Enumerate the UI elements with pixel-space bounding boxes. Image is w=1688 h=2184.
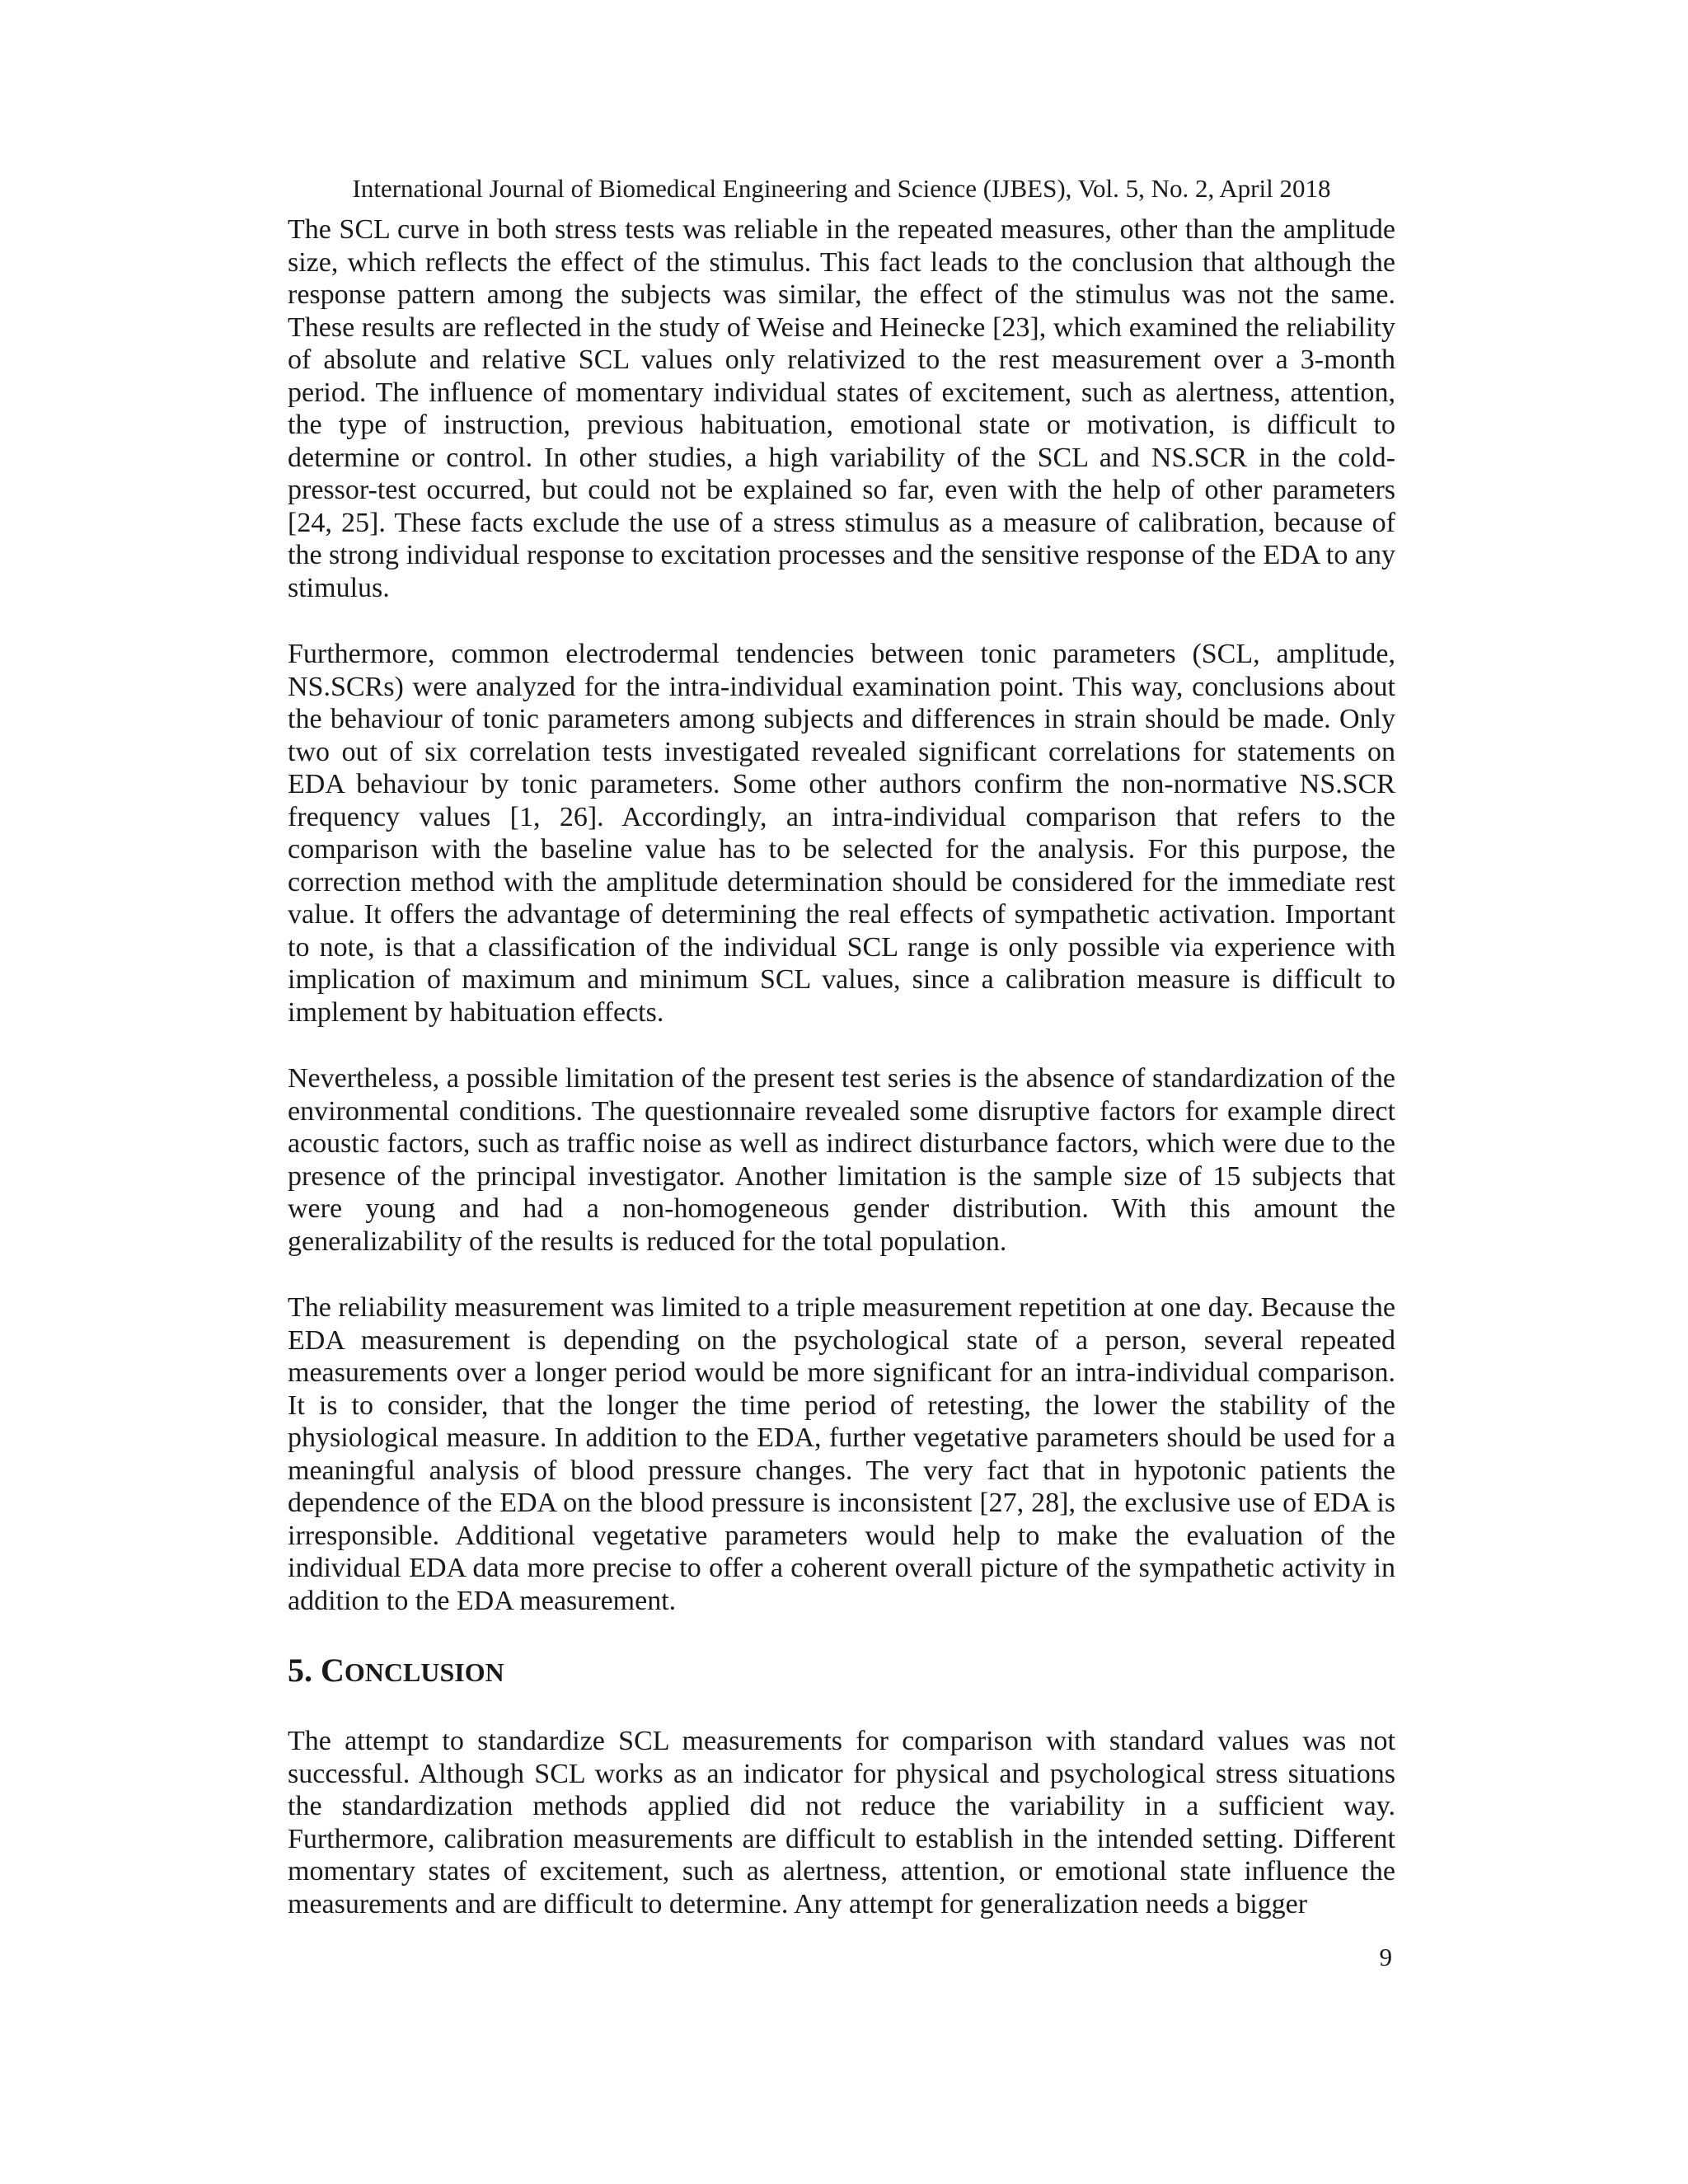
paragraph-2: Furthermore, common electrodermal tendencies between tonic parameters (SCL, amplitude, NS.SCRs) were analyzed for the intra-individual examination point. This way, conclusions about the behaviour of tonic parameters among subjects and differences in strain should be made. Only two out of six correlation tests investigated revealed significant correlations for statements on EDA behaviour by tonic parameters. Some other authors confirm the non-normative NS.SCR frequency values [1, 26]. Accordingly, an intra-individual comparison that refers to the comparison with the baseline value has to be selected for the analysis. For this purpose, the correction method with the amplitude determination should be considered for the immediate rest value. It offers the advantage of determining the real effects of sympathetic activation. Important to note, is that a classification of the individual SCL range is only possible via experience with implication of maximum and minimum SCL values, since a calibration measure is difficult to implement by habituation effects. bbox=[288, 639, 1395, 1028]
paragraph-1: The SCL curve in both stress tests was reliable in the repeated measures, other than the amplitude size, which reflects the effect of the stimulus. This fact leads to the conclusion that although the response pattern among the subjects was similar, the effect of the stimulus was not the same. These results are reflected in the study of Weise and Heinecke [23], which examined the reliability of absolute and relative SCL values only relativized to the rest measurement over a 3-month period. The influence of momentary individual states of excitement, such as alertness, attention, the type of instruction, previous habituation, emotional state or motivation, is difficult to determine or control. In other studies, a high variability of the SCL and NS.SCR in the cold-pressor-test occurred, but could not be explained so far, even with the help of other parameters [24, 25]. These facts exclude the use of a stress stimulus as a measure of calibration, because of the strong individual response to excitation processes and the sensitive response of the EDA to any stimulus. bbox=[288, 214, 1395, 603]
section-title-rest: ONCLUSION bbox=[344, 1657, 504, 1687]
section-heading-conclusion bbox=[288, 1651, 1395, 1692]
body-text bbox=[288, 213, 1395, 1954]
section-title-initial: C bbox=[321, 1652, 345, 1689]
paragraph-4: The reliability measurement was limited to a triple measurement repetition at one day. Because the EDA measurement is depending on the psychological state of a person, several repeated measurements over a longer period would be more significant for an intra-individual comparison. It is to consider, that the longer the time period of retesting, the lower the stability of the physiological measure. In addition to the EDA, further vegetative parameters should be used for a meaningful analysis of blood pressure changes. The very fact that in hypotonic patients the dependence of the EDA on the blood pressure is inconsistent [27, 28], the exclusive use of EDA is irresponsible. Additional vegetative parameters would help to make the evaluation of the individual EDA data more precise to offer a coherent overall picture of the sympathetic activity in addition to the EDA measurement. bbox=[288, 1292, 1395, 1616]
section-number: 5. bbox=[288, 1652, 312, 1689]
page-number: 9 bbox=[1379, 1943, 1392, 1971]
running-header: International Journal of Biomedical Engineering and Science (IJBES), Vol. 5, No. 2, April 2018 bbox=[352, 174, 1331, 203]
paragraph-3: Nevertheless, a possible limitation of the present test series is the absence of standardization of the environmental conditions. The questionnaire revealed some disruptive factors for example direct acoustic factors, such as traffic noise as well as indirect disturbance factors, which were due to the presence of the principal investigator. Another limitation is the sample size of 15 subjects that were young and had a non-homogeneous gender distribution. With this amount the generalizability of the results is reduced for the total population. bbox=[288, 1063, 1395, 1257]
conclusion-paragraph: The attempt to standardize SCL measurements for comparison with standard values was not successful. Although SCL works as an indicator for physical and psychological stress situations the standardization methods applied did not reduce the variability in a sufficient way. Furthermore, calibration measurements are difficult to establish in the intended setting. Different momentary states of excitement, such as alertness, attention, or emotional state influence the measurements and are difficult to determine. Any attempt for generalization needs a bigger bbox=[288, 1726, 1395, 1919]
